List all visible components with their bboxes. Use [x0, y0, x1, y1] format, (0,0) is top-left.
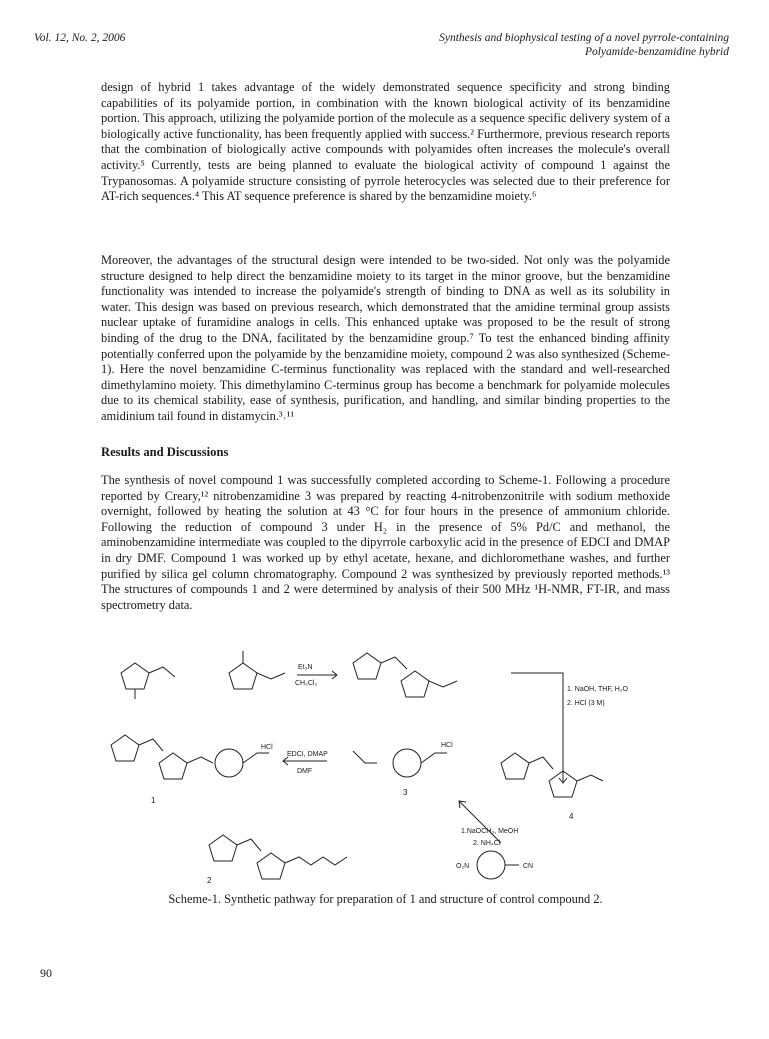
reagent-hcl: 2. HCl (3 M)	[567, 700, 605, 707]
scheme-drawing	[101, 633, 670, 889]
pyrrole-ring-2a	[209, 835, 237, 861]
nitrile-cn-label: CN	[523, 863, 534, 870]
pyrrole-ring-c1	[353, 653, 381, 679]
pyrrole-ring-b	[229, 663, 257, 689]
paragraph-design-text: Moreover, the advantages of the structural design were intended to be two-sided. Not only was the polyamide structure designed to help direct the benzamidine moiety to its target in the minor groove, but the benzamidine functionality was intended to increase the polyamide's strength of binding to DNA as well as its solubility in water. This design was based on previous research, which demonstrated that the amidine terminal group assists nuclear uptake of furamidine analogs in cells. This enhanced uptake was proposed to be the result of strong binding of the drug to the DNA, facilitated by the benzamidine group.⁷ To test the enhanced binding affinity potentially conferred upon the polyamide by the benzamidine moiety, compound 2 was also synthesized (Scheme-1). Here the novel benzamidine C-terminus functionality was replaced with the standard and well-researched dimethylamino moiety. This dimethylamino C-terminus group has become a benchmark for polyamide molecules due to its chemical stability, ease of synthesis, purification, and handling, and similar binding properties to the amidinium tail found in distamycin.³˒¹¹	[101, 253, 670, 423]
reagent-et3n: Et₃N	[298, 664, 313, 671]
dimethylaminopropyl-chain	[285, 857, 347, 865]
acid-chain-4	[577, 775, 603, 781]
amidine-chain-1	[243, 753, 269, 763]
pyrrole-ring-1b	[159, 753, 187, 779]
paragraph-intro-text: design of hybrid 1 takes advantage of the widely demonstrated sequence specificity and strong binding capabilities of its polyamide portion, in combination with the known biological activity of its benzamidine portion. This approach, utilizing the polyamide portion of the molecule as a sequence specific delivery system of a biologically active functionality, has been frequently applied with success.² Furthermore, previous research reports that the combination of biologically active compounds with polyamides often increases the molecule's overall activity.⁵ Currently, tests are being planned to evaluate the biological activity of compound 1 against the Trypanosomas. A polyamide structure consisting of pyrrole heterocycles was selected due to their preference for AT-rich sequences.⁴ This AT sequence preference is shared by the benzamidine moiety.⁶	[101, 80, 670, 204]
amidine-chain-3	[421, 753, 447, 763]
reagent-nh4cl: 2. NH₄Cl	[473, 840, 501, 847]
reagent-ch2cl2: CH₂Cl₂	[295, 680, 318, 687]
pyrrole-ring-c2	[401, 671, 429, 697]
reagent-naoh: 1. NaOH, THF, H₂O	[567, 686, 628, 693]
paragraph-intro	[101, 80, 670, 205]
page-number: 90	[40, 966, 52, 980]
section-heading: Results and Discussions	[101, 445, 229, 459]
compound-label-3: 3	[403, 788, 408, 797]
pyrrole-ring-2b	[257, 853, 285, 879]
reagent-edci: EDCI, DMAP	[287, 751, 328, 758]
paragraph-results	[101, 473, 670, 613]
scheme-structures	[111, 651, 603, 879]
amide-chain-4	[529, 757, 553, 769]
pyrrole-ring-1a	[111, 735, 139, 761]
running-header-title	[309, 31, 729, 59]
benzene-ring-3	[393, 749, 421, 777]
nitrile-o2n-label: O₂N	[456, 863, 470, 870]
nitro-chain-3	[353, 751, 377, 763]
running-header-title-line2: Polyamide-benzamidine hybrid	[584, 46, 729, 58]
chain-a	[149, 667, 175, 677]
hcl-label-1: HCl	[261, 744, 273, 751]
arrow-pinner	[459, 801, 501, 843]
ester-chain-c	[429, 681, 457, 687]
paragraph-design	[101, 253, 670, 425]
amide-chain-c	[381, 657, 407, 669]
pyrrole-ring-a	[121, 663, 149, 689]
running-header-volume: Vol. 12, No. 2, 2006	[34, 32, 126, 44]
amide-chain-1b	[187, 757, 213, 763]
running-header-title-line1: Synthesis and biophysical testing of a novel pyrrole-containing	[439, 32, 729, 44]
hcl-label-3: HCl	[441, 742, 453, 749]
reagent-dmf: DMF	[297, 768, 313, 775]
scheme-caption: Scheme-1. Synthetic pathway for preparation of 1 and structure of control compound 2.	[168, 892, 603, 906]
compound-label-1: 1	[151, 796, 156, 805]
scheme-labels	[151, 664, 628, 885]
benzene-ring-1	[215, 749, 243, 777]
pyrrole-ring-4a	[501, 753, 529, 779]
amide-chain-1a	[139, 739, 163, 751]
compound-label-4: 4	[569, 812, 574, 821]
synthesis-scheme	[101, 633, 670, 889]
reagent-naoch3: 1.NaOCH₃, MeOH	[461, 828, 519, 835]
compound-label-2: 2	[207, 876, 212, 885]
ester-chain-b	[257, 673, 285, 679]
arrow-hydrolysis	[511, 673, 563, 783]
benzene-ring-nitrile	[477, 851, 505, 879]
amide-chain-2a	[237, 839, 261, 851]
paragraph-results-text: The synthesis of novel compound 1 was successfully completed according to Scheme-1. Following a procedure reported by Creary,¹² nitrobenzamidine 3 was prepared by reacting 4-nitrobenzonitrile with sodium methoxide overnight, followed by heating the solution at 43 °C for four hours in the presence of ammonium chloride. Following the reduction of compound 3 under H₂ in the presence of 5% Pd/C and methanol, the aminobenzamidine intermediate was coupled to the dipyrrole carboxylic acid in the presence of EDCI and DMAP in dry DMF. Compound 1 was worked up by ethyl acetate, hexane, and dichloromethane washes, and further purified by silica gel column chromatography. Compound 2 was synthesized by previously reported methods.¹³ The structures of compounds 1 and 2 were determined by analysis of their 500 MHz ¹H-NMR, FT-IR, and mass spectrometry data.	[101, 473, 670, 612]
